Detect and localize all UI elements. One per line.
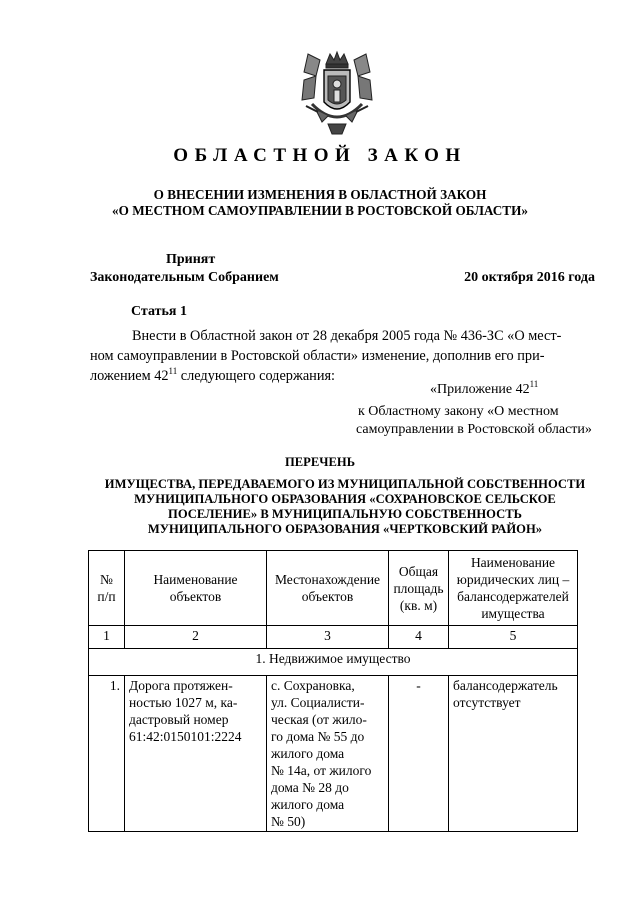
column-number: 4 xyxy=(389,626,449,649)
cell-text: балансодержатель xyxy=(453,678,558,693)
header-text: объектов xyxy=(301,589,354,604)
column-number: 5 xyxy=(449,626,578,649)
row-number: 1. xyxy=(89,676,125,832)
adoption-date: 20 октября 2016 года xyxy=(464,270,595,285)
article-text xyxy=(90,326,595,386)
adoption-body: Законодательным Собранием xyxy=(90,270,279,285)
header-text: Наименование xyxy=(470,555,556,570)
holder-cell xyxy=(449,676,578,832)
appendix-reference xyxy=(356,403,592,439)
list-sub-line: ПОСЕЛЕНИЕ» В МУНИЦИПАЛЬНУЮ СОБСТВЕННОСТЬ xyxy=(168,507,522,521)
appendix-ref-line: самоуправлении в Ростовской области» xyxy=(356,422,592,437)
subtitle-line: О ВНЕСЕНИИ ИЗМЕНЕНИЯ В ОБЛАСТНОЙ ЗАКОН xyxy=(153,187,487,202)
header-text: (кв. м) xyxy=(399,597,438,613)
table-header-row xyxy=(89,551,578,626)
table-row xyxy=(89,676,578,832)
header-text: п/п xyxy=(97,589,116,604)
header-text: юридических лиц – xyxy=(456,572,570,587)
coat-of-arms-icon xyxy=(298,50,376,138)
cell-text: ческая (от жило- xyxy=(271,712,367,727)
header-text: Местонахождение xyxy=(274,572,381,587)
header-text: № xyxy=(100,572,113,587)
cell-text: № 14а, от жилого xyxy=(271,763,372,778)
column-number: 3 xyxy=(267,626,389,649)
cell-text: ул. Социалисти- xyxy=(271,695,365,710)
article-line-text: следующего содержания: xyxy=(177,368,336,384)
cell-text: го дома № 55 до xyxy=(271,729,365,744)
list-subheading xyxy=(80,477,610,537)
superscript: 11 xyxy=(168,366,178,376)
list-sub-line: МУНИЦИПАЛЬНОГО ОБРАЗОВАНИЯ «СОХРАНОВСКОЕ СЕЛЬСКОЕ xyxy=(134,492,556,506)
header-text: Наименование xyxy=(153,572,238,587)
object-location-cell xyxy=(267,676,389,832)
article-line-text: ложением 42 xyxy=(90,368,169,384)
superscript: 11 xyxy=(529,379,539,389)
document-subtitle xyxy=(0,187,640,219)
appendix-label xyxy=(430,379,539,398)
header-cell-number xyxy=(89,551,125,626)
adoption-label: Принят xyxy=(166,252,216,267)
document-title: ОБЛАСТНОЙ ЗАКОН xyxy=(173,145,467,166)
object-name-cell xyxy=(125,676,267,832)
list-heading: ПЕРЕЧЕНЬ xyxy=(284,455,356,469)
cell-text: жилого дома xyxy=(271,797,345,812)
list-sub-line: МУНИЦИПАЛЬНОГО ОБРАЗОВАНИЯ «ЧЕРТКОВСКИЙ РАЙОН» xyxy=(147,522,543,536)
cell-text: ностью 1027 м, ка- xyxy=(129,695,238,710)
cell-text: № 50) xyxy=(271,814,306,829)
header-text: имущества xyxy=(481,606,545,621)
section-row xyxy=(89,649,578,676)
header-text: объектов xyxy=(169,589,222,604)
appendix-ref-line: к Областному закону «О местном xyxy=(358,404,559,419)
column-number: 2 xyxy=(125,626,267,649)
header-cell-name xyxy=(125,551,267,626)
subtitle-line: «О МЕСТНОМ САМОУПРАВЛЕНИИ В РОСТОВСКОЙ ОБЛАСТИ» xyxy=(112,203,528,218)
cell-text: 61:42:0150101:2224 xyxy=(129,729,242,744)
header-text: балансодержателей xyxy=(457,589,569,604)
header-text: Общая xyxy=(398,563,439,579)
cell-text: дастровый номер xyxy=(129,712,229,727)
header-text: площадь xyxy=(393,580,444,596)
header-cell-location xyxy=(267,551,389,626)
article-heading: Статья 1 xyxy=(131,304,187,319)
article-line: Внести в Областной закон от 28 декабря 2005 года № 436-ЗС «О мест- xyxy=(132,328,562,344)
header-cell-holder xyxy=(449,551,578,626)
cell-text: жилого дома xyxy=(271,746,345,761)
cell-text: Дорога протяжен- xyxy=(129,678,233,693)
column-number-row xyxy=(89,626,578,649)
cell-text: с. Сохрановка, xyxy=(271,678,355,693)
cell-text: отсутствует xyxy=(453,695,521,710)
property-table xyxy=(88,550,578,832)
header-cell-area xyxy=(389,551,449,626)
article-line: ном самоуправлении в Ростовской области» изменение, дополнив его при- xyxy=(90,348,545,364)
column-number: 1 xyxy=(89,626,125,649)
cell-text: дома № 28 до xyxy=(271,780,349,795)
appendix-label-text: «Приложение 42 xyxy=(430,382,530,397)
list-sub-line: ИМУЩЕСТВА, ПЕРЕДАВАЕМОГО ИЗ МУНИЦИПАЛЬНОЙ СОБСТВЕННОСТИ xyxy=(104,477,586,491)
section-title: 1. Недвижимое имущество xyxy=(89,649,578,676)
area-cell: - xyxy=(389,676,449,832)
